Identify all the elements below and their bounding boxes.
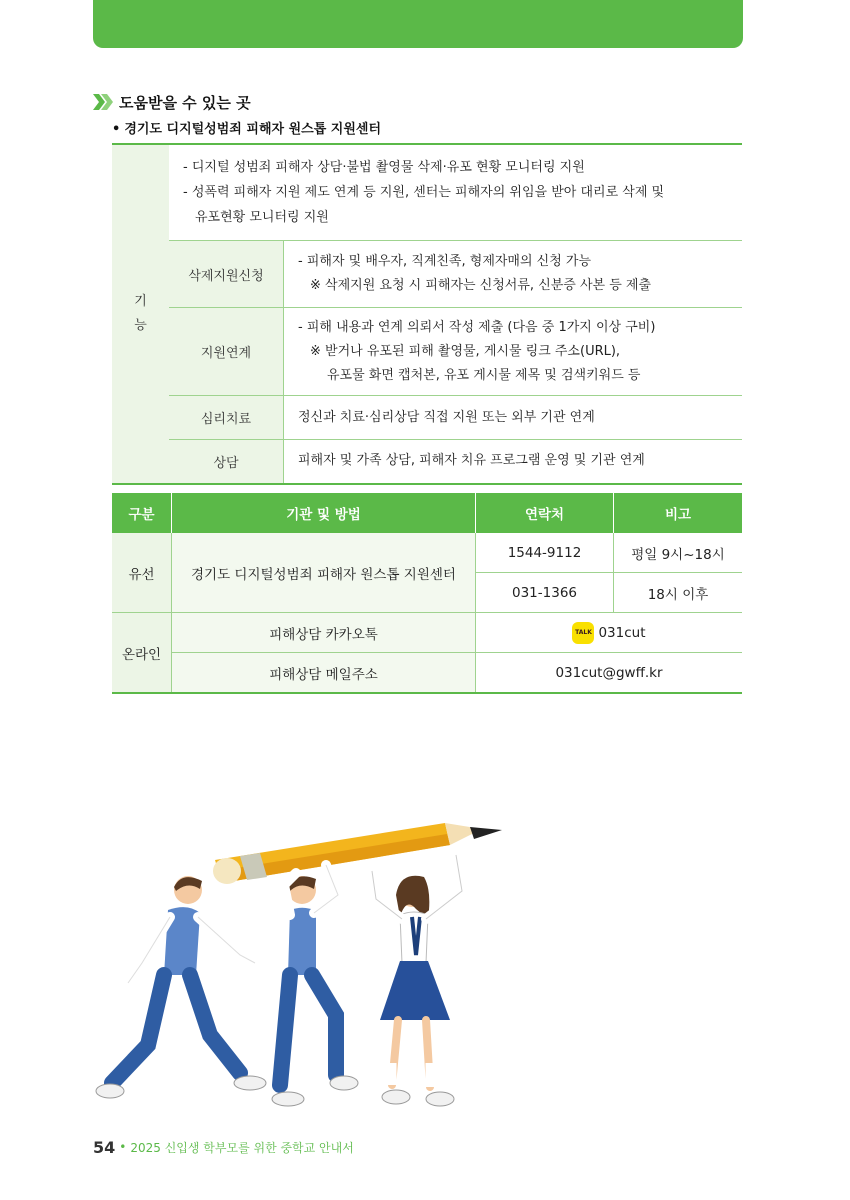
function-description	[284, 308, 743, 396]
function-row	[112, 241, 742, 308]
header-contact: 연락처	[476, 493, 614, 533]
function-category: 지원연계	[169, 308, 284, 396]
contact-org: 경기도 디지털성범죄 피해자 원스톱 지원센터	[172, 533, 476, 613]
function-note: ※ 삭제지원 요청 시 피해자는 신청서류, 신분증 사본 등 제출	[310, 278, 652, 293]
functions-table	[112, 143, 742, 485]
subheading	[112, 118, 381, 137]
functions-side-label	[112, 144, 169, 484]
contact-row	[112, 653, 742, 694]
section-heading	[93, 90, 251, 114]
intro-line: 유포현황 모니터링 지원	[195, 210, 329, 225]
function-row	[112, 396, 742, 440]
header-type: 구분	[112, 493, 172, 533]
boy-lifting-image	[272, 865, 358, 1106]
footer-title: 2025 신입생 학부모를 위한 중학교 안내서	[130, 1140, 354, 1155]
phone-number[interactable]: 1544-9112	[476, 533, 614, 573]
page-footer	[93, 1136, 354, 1158]
contacts-header-row	[112, 493, 742, 533]
functions-intro-row	[112, 144, 742, 241]
functions-intro	[169, 144, 742, 241]
contact-row	[112, 533, 742, 573]
contact-type-online: 온라인	[112, 613, 172, 694]
bullet-icon: •	[112, 122, 121, 137]
girl-lifting-image	[372, 855, 462, 1106]
header-note: 비고	[614, 493, 743, 533]
function-line: - 피해 내용과 연계 의뢰서 작성 제출 (다음 중 1가지 이상 구비)	[298, 319, 656, 335]
kakaotalk-icon: TALK	[572, 622, 594, 644]
contact-row	[112, 613, 742, 653]
function-line: - 피해자 및 배우자, 직계친족, 형제자매의 신청 가능	[298, 254, 592, 269]
footer-bullet: •	[119, 1140, 127, 1154]
contact-type-wired: 유선	[112, 533, 172, 613]
function-row	[112, 308, 742, 396]
boy-walking-image	[96, 876, 266, 1098]
side-label-char-1: 기	[134, 293, 147, 309]
kakao-contact[interactable]	[476, 613, 743, 653]
kakao-contact-wrap	[572, 622, 645, 644]
function-note: 유포물 화면 캡처본, 유포 게시물 제목 및 검색키워드 등	[327, 367, 641, 383]
email-address[interactable]: 031cut@gwff.kr	[476, 653, 743, 694]
contacts-table	[112, 493, 742, 694]
phone-number[interactable]: 031-1366	[476, 573, 614, 613]
function-category: 심리치료	[169, 396, 284, 440]
function-description	[284, 241, 743, 308]
phone-note: 18시 이후	[614, 573, 743, 613]
phone-note: 평일 9시~18시	[614, 533, 743, 573]
function-note: ※ 받거나 유포된 피해 촬영물, 게시물 링크 주소(URL),	[310, 343, 621, 359]
section-heading-text: 도움받을 수 있는 곳	[119, 93, 251, 112]
page-number: 54	[93, 1137, 116, 1157]
intro-line: - 성폭력 피해자 지원 제도 연계 등 지원, 센터는 피해자의 위임을 받아 대리로 삭제 및	[183, 185, 665, 200]
students-carrying-pencil-illustration	[90, 815, 510, 1119]
contact-method-mail: 피해상담 메일주소	[172, 653, 476, 694]
double-chevron-icon	[93, 94, 115, 110]
function-category: 삭제지원신청	[169, 241, 284, 308]
subheading-text: 경기도 디지털성범죄 피해자 원스톱 지원센터	[124, 122, 382, 137]
contact-method-kakao: 피해상담 카카오톡	[172, 613, 476, 653]
header-org: 기관 및 방법	[172, 493, 476, 533]
intro-line: - 디지털 성범죄 피해자 상담·불법 촬영물 삭제·유포 현황 모니터링 지원	[183, 160, 585, 175]
side-label-char-2: 능	[134, 317, 147, 333]
function-description: 피해자 및 가족 상담, 피해자 치유 프로그램 운영 및 기관 연계	[284, 440, 743, 484]
kakao-id: 031cut	[598, 624, 646, 641]
top-banner	[93, 0, 743, 48]
function-category: 상담	[169, 440, 284, 484]
function-description: 정신과 치료·심리상담 직접 지원 또는 외부 기관 연계	[284, 396, 743, 440]
function-row	[112, 440, 742, 484]
